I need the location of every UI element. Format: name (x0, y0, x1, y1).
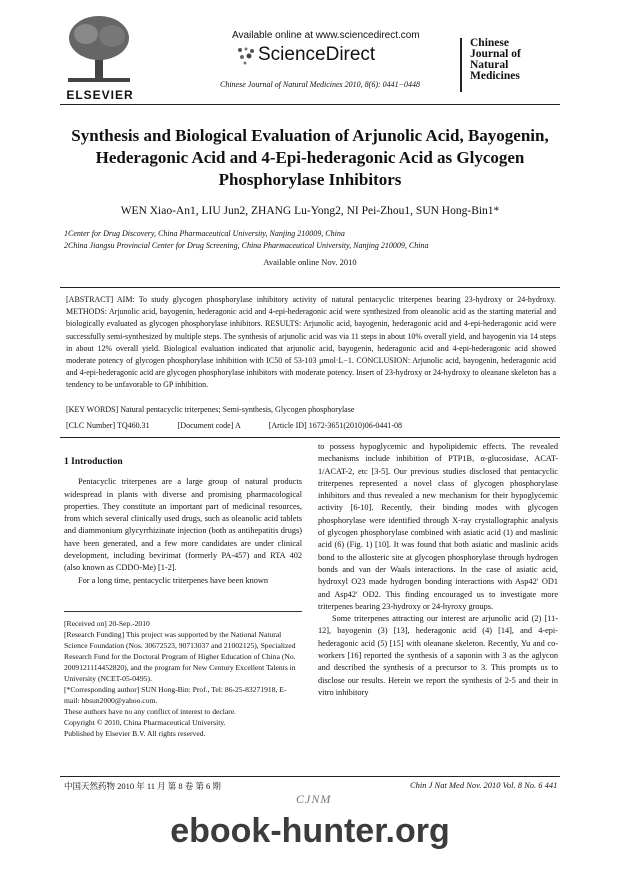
document-code: [Document code] A (177, 421, 241, 430)
abstract-text: [ABSTRACT] AIM: To study glycogen phosphorylase inhibitory activity of natural pentacyclic triterpenes bearing 23-hydroxy or 24-hydroxy. METHODS: Arjunolic acid, bayogenin, hederagonic acid and 4-epi-hederagonic acid were synthesized from oleanolic acid as the starting material and biologically evaluated as glycogen phosphorylase inhibitors. RESULTS: Arjunolic acid, bayogenin, hederagonic acid and 4-epi-hederagonic acid were successfully semi-synthesized by multiple steps. The synthesis of arjunolic acid was via 11 steps in about 10% overall yield, and bayogenin via 14 steps in about 12% overall yield. Biological evaluation indicated that arjunolic acid, bayogenin, hederagonic acid and 4-epi-hederagonic acid showed moderate potency of glycogen phosphorylase inhibition with IC50 of 53-103 μmol·L−1. CONCLUSION: Arjunolic acid, bayogenin, hederagonic acid and 4-epi-hederagonic acid are glycogen phosphorylase inhibitors with moderate potency. Insert of 23-hydroxy or 24-hydroxy to oleanane skeleton has a tendency to be unfavorable to GP inhibition. (66, 295, 556, 390)
article-id: [Article ID] 1672-3651(2010)06-0441-08 (268, 421, 403, 430)
footer-page-citation: Chin J Nat Med Nov. 2010 Vol. 8 No. 6 441 (410, 780, 558, 790)
header-divider (60, 104, 560, 105)
copyright: Copyright © 2010, China Pharmaceutical University. (64, 718, 226, 727)
received-date: [Received on] 20-Sep.-2010 (64, 619, 150, 628)
right-paragraph-2: Some triterpenes attracting our interest are arjunolic acid (2) [11-12], bayogenin (3) [13], hederagonic acid (4) [14], and 4-epi-hederagonic acid (5) [15] with oleanane skeleton. Recently, Yu and co-workers [16] reported the synthesis of a saponin with 3 as the aglycon and described the synthesis of a precursor to 3. This prompts us to disclose our results. Herein we report the synthesis of 2-5 and their in vitro inhibitory (318, 614, 558, 697)
journal-name-line: Journal of (470, 48, 521, 60)
sciencedirect-logo: ScienceDirect (258, 44, 376, 65)
affiliation-1: 1Center for Drug Discovery, China Pharmaceutical University, Nanjing 210009, China (64, 229, 345, 238)
left-column (64, 456, 302, 587)
journal-name-line: Chinese (470, 37, 509, 49)
journal-title-box (460, 38, 544, 92)
sciencedirect-dots-icon (236, 46, 256, 66)
abstract-bottom-divider (60, 437, 560, 438)
research-funding: [Research Funding] This project was supported by the National Natural Science Foundation (Nos. 30672523, 90713037 and 21002125), Specialized Research Fund for the Doctoral Program of Higher Education of China (No. 2009121114452820), and the program for New Century Excellent Talents in University (NCET-05-0495). (64, 630, 296, 683)
article-title: Synthesis and Biological Evaluation of Arjunolic Acid, Bayogenin, Hederagonic Acid and 4-Epi-hederagonic Acid as Glycogen Phosphorylase Inhibitors (71, 126, 549, 189)
intro-paragraph-1: Pentacyclic triterpenes are a large group of natural products widespread in plants with diverse and promising pharmacological properties. They constitute an important part of medicinal resources, from which several clinically used drugs, such as oleanolic acid tablets and diammonium glycyrrhizinate injection (both as antihepatitis drugs) have been generated, and a few more candidates are under clinical development, including bevirimat (formerly PA-457) and RTA 402 (also known as CDDO-Me) [1-2]. (64, 477, 302, 573)
article-notes (64, 611, 302, 739)
journal-name-line: Natural (470, 59, 509, 71)
affiliation-2: 2China Jiangsu Provincial Center for Drug Screening, China Pharmaceutical University, Nanjing 210009, China (64, 241, 429, 250)
right-paragraph-1: to possess hypoglycemic and hypolipidemic effects. The revealed mechanisms include inhibition of PTP1B, α-glucosidase, ACAT-1/ACAT-2, etc [3-5]. Our previous studies disclosed that pentacyclic triterpenes represented a novel class of glycogen phosphorylase inhibitors and thus revealed a new mechanism for their hypoglycemic activity [6-10]. Recently, their binding modes with glycogen phosphorylase were identified through X-ray crystallographic analysis of glycogen phosphorylase combined with asiatic acid (1) and maslinic acid (6) (Fig. 1) [10]. It was found that both asiatic and maslinic acids bond to the allosteric site at glycogen phosphorylase through hydrogen bonds and van der Waals interactions. In the case of asiatic acid, hydroxyl O23 made hydrogen bonding interactions with Asp42′ OD1 and Asp42′ OD2. This finding encouraged us to investigate more triterpenes bearing 23-hydroxy or 24-hyroxy groups. (318, 442, 558, 611)
elsevier-tree-logo-icon (64, 14, 134, 86)
right-column (318, 441, 558, 699)
cjnm-logo: CJNM (296, 792, 332, 806)
clc-number: [CLC Number] TQ460.31 (66, 421, 150, 430)
abstract-top-divider (60, 287, 560, 288)
publisher-name: ELSEVIER (66, 88, 134, 102)
journal-citation: Chinese Journal of Natural Medicines 2010, 8(6): 0441−0448 (220, 80, 421, 89)
intro-paragraph-2: For a long time, pentacyclic triterpenes have been known (78, 575, 269, 585)
available-online-text: Available online at www.sciencedirect.com (232, 30, 420, 41)
corresponding-author: [*Corresponding author] SUN Hong-Bin: Prof., Tel: 86-25-83271918, E-mail: hbsun2000@yahoo.com. (64, 685, 287, 705)
classification-row (66, 421, 556, 430)
conflict-statement: These authors have no any conflict of interest to declare. (64, 707, 237, 716)
published-by: Published by Elsevier B.V. All rights reserved. (64, 729, 206, 738)
keywords: [KEY WORDS] Natural pentacyclic triterpenes; Semi-synthesis, Glycogen phosphorylase (66, 405, 355, 414)
footer-chinese-citation: 中国天然药物 2010 年 11 月 第 8 卷 第 6 期 (64, 781, 221, 791)
footer-divider (60, 776, 560, 777)
section-heading: 1 Introduction (64, 457, 123, 467)
watermark: ebook-hunter.org (170, 812, 450, 850)
journal-name-line: Medicines (470, 70, 520, 82)
author-list: WEN Xiao-An1, LIU Jun2, ZHANG Lu-Yong2, NI Pei-Zhou1, SUN Hong-Bin1* (120, 205, 500, 217)
available-online-date: Available online Nov. 2010 (263, 257, 357, 267)
